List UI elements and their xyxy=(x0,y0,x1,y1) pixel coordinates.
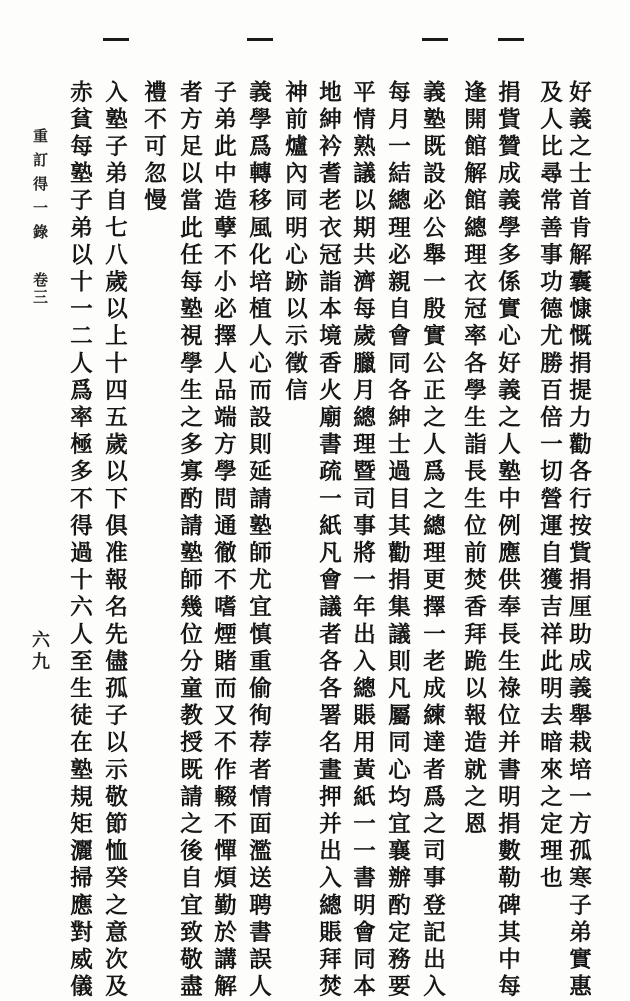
text-column-8: 地紳衿耆老衣冠詣本境香火廟書疏一紙凡會議者各各署名畫押并出入總賬拜焚 xyxy=(315,80,342,1001)
text-column-2: 及人比尋常善事功德尤勝百倍一切營運自獲吉祥此明去暗來之定理也 xyxy=(536,80,563,893)
text-column-10: 義學爲轉移風化培植人心而設則延請塾師尤宜慎重偷徇荐者情面濫送聘書誤人 xyxy=(245,80,272,1001)
text-column-9: 神前爐內同明心跡以示徵信 xyxy=(281,80,308,406)
running-title: 重訂得一錄 xyxy=(31,128,49,248)
text-column-4: 逢開館解館總理衣冠率各學生詣長生位前焚香拜跪以報造就之恩 xyxy=(460,80,487,839)
text-column-7: 平情熟議以期共濟每歲臘月總理暨司事將一年出入總賬用黃紙一一書明會同本 xyxy=(349,80,376,1001)
text-column-3: 捐貲贊成義學多係實心好義之人塾中例應供奉長生祿位并書明捐數勒碑其中每 xyxy=(494,80,521,1001)
text-column-14: 入塾子弟自七八歲以上十四五歲以下俱准報名先儘孤子以示敬節恤癸之意次及 xyxy=(101,80,128,1001)
section-marker xyxy=(247,38,273,41)
volume-label: 卷三 xyxy=(31,272,49,306)
text-column-1: 好義之士首肯解囊慷慨捐提力勸各行按貲捐厘助成義舉栽培一方孤寒子弟實惠 xyxy=(565,80,592,1001)
text-column-11: 子弟此中造孽不小必擇人品端方學問通徹不嗜煙賭而又不作輟不憚煩勤於講解 xyxy=(210,80,237,1001)
text-column-5: 義塾既設必公舉一殷實公正之人爲之總理更擇一老成練達者爲之司事登記出入 xyxy=(419,80,446,1001)
text-column-15: 赤貧每塾子弟以十一二人爲率極多不得過十六人至生徒在塾規矩灑掃應對威儀 xyxy=(66,80,93,1001)
section-marker xyxy=(498,38,524,41)
text-column-13: 禮不可忽慢 xyxy=(140,80,167,216)
text-column-6: 每月一結總理必親自會同各紳士過目其勸捐集議則凡屬同心均宜襄辦酌定務要 xyxy=(384,80,411,1001)
page-number: 六九 xyxy=(29,630,50,674)
section-marker xyxy=(103,38,129,41)
section-marker xyxy=(422,38,448,41)
text-column-12: 者方足以當此任每塾視學生之多寡酌請塾師幾位分童教授既請之後自宜致敬盡 xyxy=(176,80,203,1001)
